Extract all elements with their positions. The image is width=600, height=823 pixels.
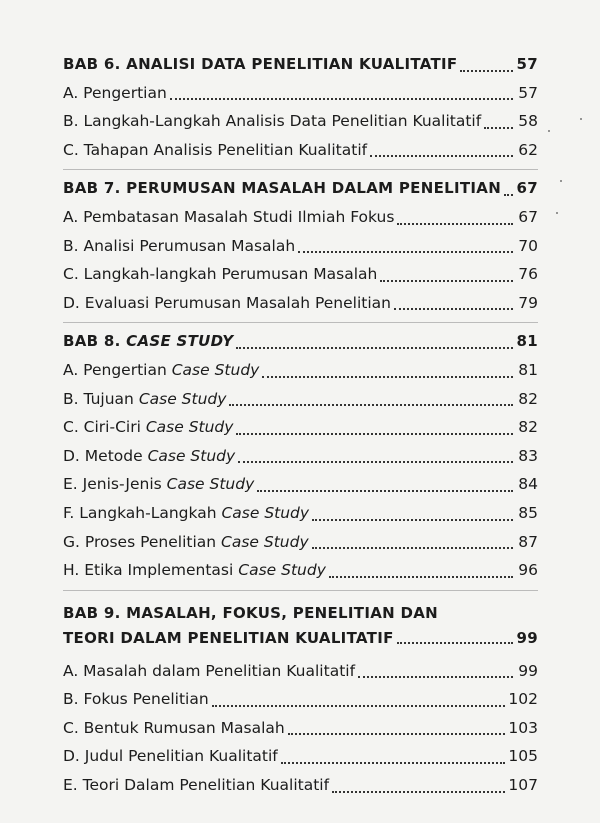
chapter-title: BAB 7. PERUMUSAN MASALAH DALAM PENELITIAN bbox=[63, 179, 502, 198]
chapter-number: BAB 8. bbox=[63, 332, 127, 351]
entry-title bbox=[63, 356, 259, 385]
dot-leader bbox=[288, 733, 506, 735]
page-number: 57 bbox=[516, 55, 538, 73]
dot-leader bbox=[257, 490, 513, 492]
toc-entry bbox=[63, 685, 538, 714]
entry-title: C. Bentuk Rumusan Masalah bbox=[63, 718, 285, 737]
page-number: 99 bbox=[518, 661, 538, 680]
dot-leader bbox=[238, 461, 513, 463]
toc-entry bbox=[63, 413, 538, 442]
dot-leader bbox=[262, 376, 513, 378]
chapter-7-heading bbox=[63, 174, 538, 203]
entry-italic: Case Study bbox=[138, 389, 227, 408]
page-number: 76 bbox=[518, 265, 538, 284]
entry-title: A. Pembatasan Masalah Studi Ilmiah Fokus bbox=[63, 207, 395, 226]
toc-entry bbox=[63, 136, 538, 165]
divider bbox=[63, 590, 538, 591]
chapter-6-heading bbox=[63, 50, 538, 79]
dot-leader bbox=[229, 404, 513, 406]
chapter-8-heading bbox=[63, 327, 538, 356]
page-number: 85 bbox=[518, 503, 538, 522]
scan-speck bbox=[556, 212, 558, 214]
toc-entry bbox=[63, 771, 538, 800]
toc-entry bbox=[63, 289, 538, 318]
entry-title: C. Langkah-langkah Perumusan Masalah bbox=[63, 265, 378, 284]
chapter-9-heading bbox=[63, 601, 538, 651]
toc-entry bbox=[63, 203, 538, 232]
page-number: 102 bbox=[508, 690, 538, 709]
toc-entry bbox=[63, 356, 538, 385]
dot-leader bbox=[397, 223, 513, 225]
entry-italic: Case Study bbox=[147, 446, 236, 465]
entry-title: B. Langkah-Langkah Analisis Data Penelitian Kualitatif bbox=[63, 112, 482, 131]
entry-text: G. Proses Penelitian bbox=[63, 532, 222, 551]
entry-text: C. Ciri-Ciri bbox=[63, 418, 146, 437]
entry-italic: Case Study bbox=[166, 475, 255, 494]
divider bbox=[63, 169, 538, 170]
page-number: 82 bbox=[518, 389, 538, 408]
entry-title: B. Analisi Perumusan Masalah bbox=[63, 236, 296, 255]
entry-title: D. Evaluasi Perumusan Masalah Penelitian bbox=[63, 293, 391, 312]
dot-leader bbox=[397, 642, 513, 644]
page-number: 83 bbox=[518, 446, 538, 465]
entry-text: H. Etika Implementasi bbox=[63, 561, 239, 580]
page-number: 62 bbox=[518, 140, 538, 159]
scan-speck bbox=[580, 118, 582, 120]
page-number: 107 bbox=[508, 776, 538, 795]
dot-leader bbox=[332, 791, 505, 793]
entry-title bbox=[63, 442, 235, 471]
page-number: 87 bbox=[518, 532, 538, 551]
dot-leader bbox=[212, 705, 506, 707]
entry-text: D. Metode bbox=[63, 446, 148, 465]
entry-title bbox=[63, 528, 309, 557]
page-number: 105 bbox=[508, 747, 538, 766]
page-number: 67 bbox=[518, 207, 538, 226]
toc-entry bbox=[63, 556, 538, 585]
dot-leader bbox=[484, 127, 513, 129]
toc-entry bbox=[63, 232, 538, 261]
entry-text: E. Jenis-Jenis bbox=[63, 475, 167, 494]
entry-title: B. Fokus Penelitian bbox=[63, 690, 209, 709]
entry-title bbox=[63, 413, 233, 442]
toc-entry bbox=[63, 442, 538, 471]
toc-entry bbox=[63, 385, 538, 414]
dot-leader bbox=[281, 762, 506, 764]
chapter-title-italic: CASE STUDY bbox=[126, 332, 234, 351]
dot-leader bbox=[329, 576, 513, 578]
dot-leader bbox=[312, 519, 513, 521]
entry-title bbox=[63, 385, 226, 414]
toc-entry bbox=[63, 714, 538, 743]
scan-speck bbox=[560, 180, 562, 182]
entry-italic: Case Study bbox=[221, 503, 310, 522]
toc-entry bbox=[63, 657, 538, 686]
entry-text: B. Tujuan bbox=[63, 389, 139, 408]
chapter-title bbox=[63, 327, 233, 356]
entry-title bbox=[63, 470, 254, 499]
page-number: 103 bbox=[508, 718, 538, 737]
page-number: 96 bbox=[518, 561, 538, 580]
entry-title: D. Judul Penelitian Kualitatif bbox=[63, 747, 278, 766]
entry-text: F. Langkah-Langkah bbox=[63, 503, 222, 522]
toc-entry bbox=[63, 499, 538, 528]
chapter-title: BAB 6. ANALISI DATA PENELITIAN KUALITATIF bbox=[63, 55, 458, 73]
entry-italic: Case Study bbox=[171, 360, 260, 379]
entry-title bbox=[63, 556, 326, 585]
entry-title bbox=[63, 499, 309, 528]
page-number: 81 bbox=[516, 332, 538, 351]
dot-leader bbox=[370, 155, 513, 157]
divider bbox=[63, 322, 538, 323]
entry-title: A. Pengertian bbox=[63, 83, 167, 102]
entry-title: A. Masalah dalam Penelitian Kualitatif bbox=[63, 661, 356, 680]
page-number: 58 bbox=[518, 112, 538, 131]
entry-title: C. Tahapan Analisis Penelitian Kualitatif bbox=[63, 140, 368, 159]
toc-entry bbox=[63, 742, 538, 771]
dot-leader bbox=[394, 308, 513, 310]
entry-text: A. Pengertian bbox=[63, 360, 172, 379]
dot-leader bbox=[236, 433, 513, 435]
dot-leader bbox=[298, 251, 513, 253]
dot-leader bbox=[358, 676, 513, 678]
entry-italic: Case Study bbox=[238, 561, 326, 580]
chapter-title-line-1: BAB 9. MASALAH, FOKUS, PENELITIAN DAN bbox=[63, 603, 438, 622]
page-number: 84 bbox=[518, 475, 538, 494]
page-number: 79 bbox=[518, 293, 538, 312]
toc-entry bbox=[63, 107, 538, 136]
chapter-title: TEORI DALAM PENELITIAN KUALITATIF bbox=[63, 628, 394, 647]
dot-leader bbox=[504, 194, 513, 196]
page-number: 67 bbox=[516, 179, 538, 198]
dot-leader bbox=[170, 98, 513, 100]
entry-italic: Case Study bbox=[145, 418, 234, 437]
entry-italic: Case Study bbox=[221, 532, 309, 551]
dot-leader bbox=[236, 347, 513, 349]
toc-entry bbox=[63, 260, 538, 289]
page-number: 70 bbox=[518, 236, 538, 255]
toc-entry bbox=[63, 470, 538, 499]
dot-leader bbox=[380, 280, 513, 282]
chapter-title-line-2 bbox=[63, 626, 538, 651]
toc-entry bbox=[63, 79, 538, 108]
page-number: 57 bbox=[518, 83, 538, 102]
dot-leader bbox=[312, 547, 513, 549]
toc-entry bbox=[63, 528, 538, 557]
dot-leader bbox=[460, 70, 513, 72]
entry-title: E. Teori Dalam Penelitian Kualitatif bbox=[63, 776, 330, 795]
scan-speck bbox=[548, 130, 550, 132]
table-of-contents bbox=[63, 50, 538, 800]
page-number: 99 bbox=[516, 628, 538, 647]
page-number: 81 bbox=[518, 360, 538, 379]
page-number: 82 bbox=[518, 418, 538, 437]
